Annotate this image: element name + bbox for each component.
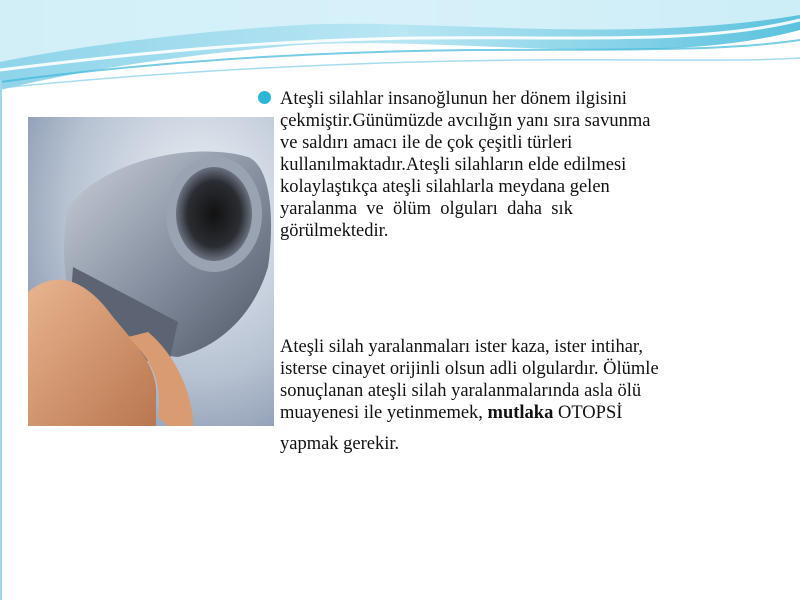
text-line: kolaylaştıkça ateşli silahlarla meydana gelen	[280, 177, 610, 197]
paragraph-autopsy	[280, 336, 750, 455]
text-line: OTOPSİ	[553, 403, 623, 423]
text-line: kullanılmaktadır.Ateşli silahların elde edilmesi	[280, 155, 627, 175]
emphasis-text: mutlaka	[487, 403, 554, 423]
text-line: görülmektedir.	[280, 221, 389, 241]
text-line: muayenesi ile yetinmemek,	[280, 403, 488, 423]
text-line: yapmak gerekir.	[280, 434, 400, 454]
text-line: ve saldırı amacı ile de çok çeşitli türleri	[280, 133, 573, 153]
paragraph-intro	[280, 88, 750, 242]
text-line: sonuçlanan ateşli silah yaralanmalarında asla ölü	[280, 381, 642, 401]
round-bullet-icon	[258, 91, 271, 104]
text-line: Ateşli silahlar insanoğlunun her dönem ilgisini	[280, 89, 627, 109]
text-line: isterse cinayet orijinli olsun adli olgulardır. Ölümle	[280, 359, 659, 379]
text-line: Ateşli silah yaralanmaları ister kaza, ister intihar,	[280, 337, 643, 357]
text-line: çekmiştir.Günümüzde avcılığın yanı sıra savunma	[280, 111, 651, 131]
header-wave-decoration	[0, 0, 800, 100]
left-border-line	[0, 80, 2, 600]
text-line: yaralanma ve ölüm olguları daha sık	[280, 199, 573, 219]
handgun-photo	[28, 117, 274, 426]
